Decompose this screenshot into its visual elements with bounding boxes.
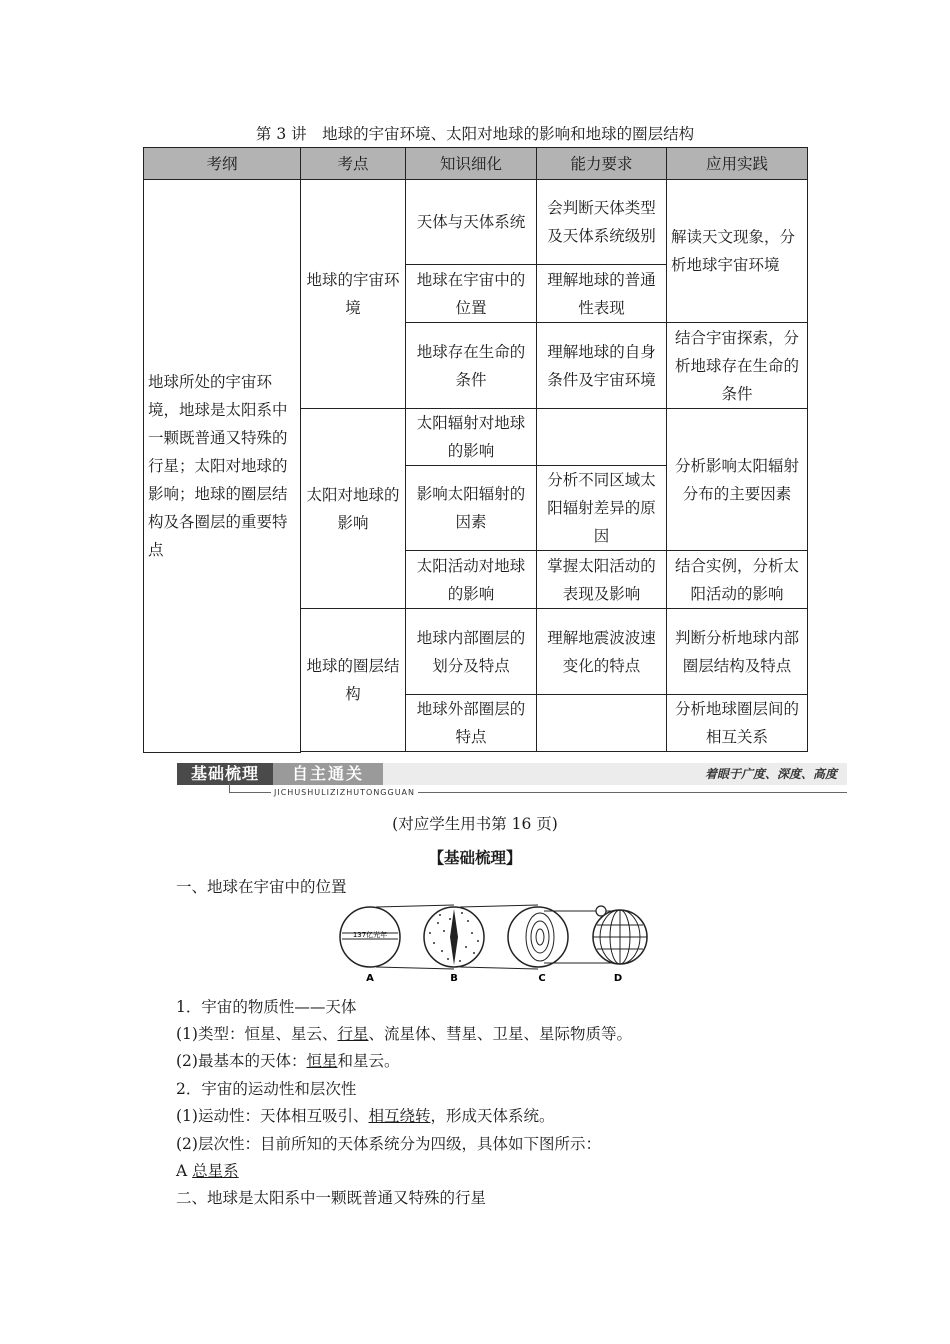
ability-cell: 掌握太阳活动的表现及影响 — [537, 551, 667, 609]
text: (2)最基本的天体： — [176, 1052, 307, 1070]
lesson-title: 第 3 讲 地球的宇宙环境、太阳对地球的影响和地球的圈层结构 — [255, 125, 695, 143]
detail-cell: 地球在宇宙中的位置 — [406, 265, 537, 323]
header-topic: 考点 — [301, 148, 406, 180]
section-tag: 【基础梳理】 — [428, 849, 522, 867]
paragraph-a — [176, 1159, 239, 1181]
ability-cell-empty — [537, 409, 667, 466]
subheading-1: 1．宇宙的物质性——天体 — [176, 998, 357, 1016]
answer-underlined: 行星 — [337, 1025, 369, 1043]
ability-cell-empty — [537, 695, 667, 752]
figure-label-c: C — [538, 973, 546, 984]
practice-cell: 解读天文现象，分析地球宇宙环境 — [667, 180, 808, 323]
header-ability: 能力要求 — [537, 148, 667, 180]
topic-cell: 地球的圈层结构 — [301, 609, 406, 752]
page-reference: (对应学生用书第 16 页) — [392, 815, 558, 833]
ability-cell: 理解地球的自身条件及宇宙环境 — [537, 323, 667, 409]
detail-cell: 天体与天体系统 — [406, 180, 537, 265]
topic-cell: 太阳对地球的影响 — [301, 409, 406, 609]
figure-label-a: A — [366, 973, 374, 984]
practice-cell: 分析地球圈层间的相互关系 — [667, 695, 808, 752]
paragraph-motion — [176, 1104, 555, 1126]
detail-cell: 太阳活动对地球的影响 — [406, 551, 537, 609]
paragraph-basic — [176, 1049, 400, 1071]
detail-cell: 太阳辐射对地球的影响 — [406, 409, 537, 466]
answer-underlined: 总星系 — [192, 1162, 239, 1180]
text: (1)类型：恒星、星云、 — [176, 1025, 338, 1043]
figure-label-d: D — [613, 973, 623, 984]
ability-cell: 理解地震波波速变化的特点 — [537, 609, 667, 695]
banner-motto: 着眼于广度、深度、高度 — [704, 767, 837, 781]
practice-cell: 分析影响太阳辐射分布的主要因素 — [667, 409, 808, 551]
detail-cell: 地球内部圈层的划分及特点 — [406, 609, 537, 695]
header-practice: 应用实践 — [667, 148, 808, 180]
header-detail: 知识细化 — [406, 148, 537, 180]
ability-cell: 分析不同区域太阳辐射差异的原因 — [537, 466, 667, 551]
banner-title-light: 自主通关 — [273, 763, 383, 785]
banner-pinyin: JICHUSHULIZIZHUTONGGUAN — [271, 788, 418, 797]
practice-cell: 判断分析地球内部圈层结构及特点 — [667, 609, 808, 695]
answer-underlined: 恒星 — [306, 1052, 338, 1070]
ability-cell: 理解地球的普通性表现 — [537, 265, 667, 323]
universe-hierarchy-figure — [330, 903, 660, 985]
banner-title-dark: 基础梳理 — [177, 763, 273, 785]
moon-icon — [596, 906, 606, 916]
figure-label-b: B — [450, 973, 458, 984]
detail-cell: 地球外部圈层的特点 — [406, 695, 537, 752]
text: 、流星体、彗星、卫星、星际物质等。 — [368, 1025, 632, 1043]
ability-cell: 会判断天体类型及天体系统级别 — [537, 180, 667, 265]
paragraph-levels: (2)层次性：目前所知的天体系统分为四级，具体如下图所示： — [176, 1135, 601, 1153]
heading-2: 二、地球是太阳系中一颗既普通又特殊的行星 — [176, 1189, 487, 1207]
detail-cell: 影响太阳辐射的因素 — [406, 466, 537, 551]
distance-label: 137亿光年 — [352, 931, 388, 939]
text: A — [176, 1162, 193, 1180]
subheading-2: 2．宇宙的运动性和层次性 — [176, 1080, 357, 1098]
practice-cell: 结合实例，分析太阳活动的影响 — [667, 551, 808, 609]
answer-underlined: 相互绕转 — [368, 1107, 431, 1125]
heading-1: 一、地球在宇宙中的位置 — [176, 878, 347, 896]
section-banner — [177, 763, 847, 797]
text: 和星云。 — [337, 1052, 400, 1070]
practice-cell: 结合宇宙探索，分析地球存在生命的条件 — [667, 323, 808, 409]
syllabus-table — [143, 147, 808, 753]
header-outline: 考纲 — [144, 148, 301, 180]
solar-system-circle — [508, 907, 568, 967]
topic-cell: 地球的宇宙环境 — [301, 180, 406, 409]
text: ，形成天体系统。 — [430, 1107, 555, 1125]
outline-cell: 地球所处的宇宙环境，地球是太阳系中一颗既普通又特殊的行星；太阳对地球的影响；地球的圈层结构及各圈层的重要特点 — [144, 180, 301, 753]
detail-cell: 地球存在生命的条件 — [406, 323, 537, 409]
text: (1)运动性：天体相互吸引、 — [176, 1107, 369, 1125]
paragraph-types — [176, 1022, 632, 1044]
